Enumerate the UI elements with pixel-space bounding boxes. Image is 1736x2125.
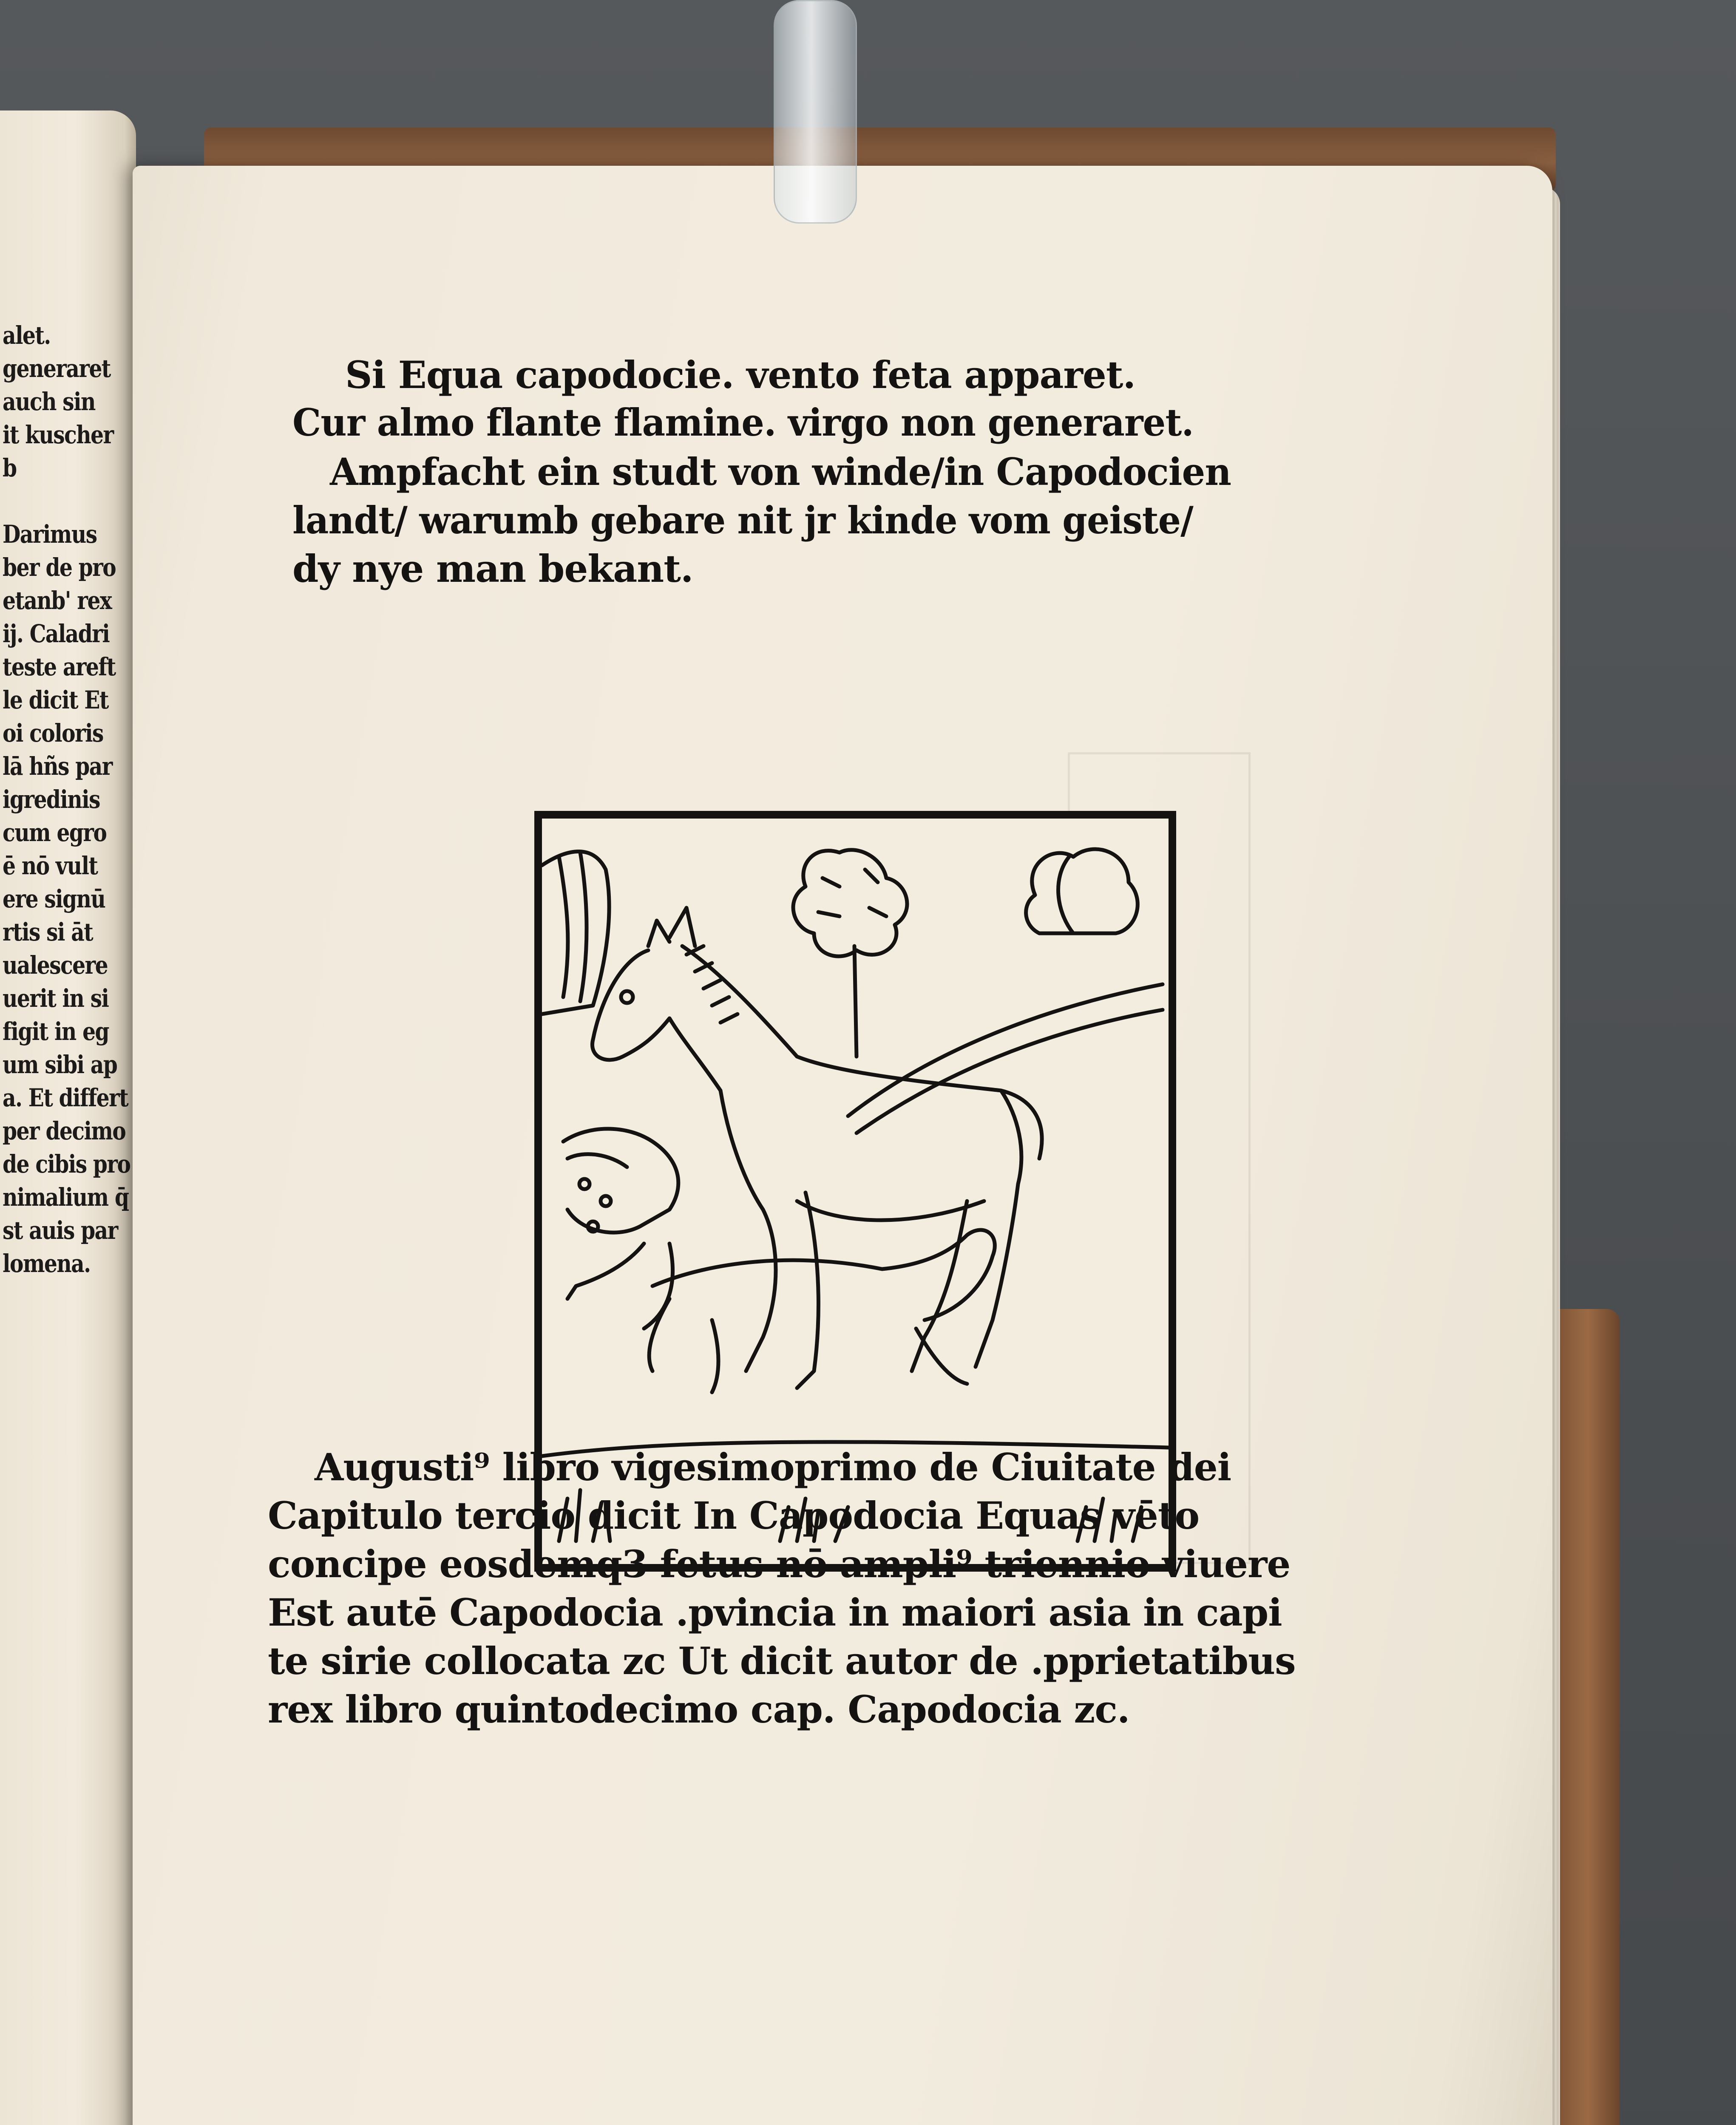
commentary-line: te sirie collocata zc Ut dicit autor de .pprietatibus	[268, 1639, 1296, 1683]
commentary-line: Capitulo tercio dicit In Capodocia Equas vēto	[268, 1493, 1200, 1538]
left-line	[3, 484, 130, 518]
left-line: ere signū	[3, 884, 105, 913]
verse-line: landt/ warumb gebare nit jr kinde vom geiste/	[292, 498, 1193, 542]
left-line: ij. Caladri	[3, 619, 110, 648]
left-line: um sibi ap	[3, 1050, 117, 1079]
left-page-text	[3, 319, 136, 1280]
verse-line: dy nye man bekant.	[292, 547, 693, 591]
commentary-line: Augusti⁹ libro vigesimoprimo de Ciuitate dei	[315, 1445, 1231, 1489]
verse-line: Cur almo flante flamine. virgo non generaret.	[292, 400, 1194, 445]
commentary-line: rex libro quintodecimo cap. Capodocia zc.	[268, 1687, 1130, 1731]
left-line: etanb' rex	[3, 586, 112, 615]
left-line: igredinis	[3, 785, 100, 814]
book-cover-right-edge	[1556, 1309, 1620, 2125]
left-line: auch sin	[3, 387, 95, 416]
right-page	[133, 166, 1552, 2125]
left-line: uerit in si	[3, 984, 109, 1013]
left-line: oi coloris	[3, 719, 103, 748]
left-page	[0, 110, 136, 2125]
left-line: de cibis pro	[3, 1150, 130, 1179]
commentary-line: concipe eosdemq3 fetus nō ampli⁹ triennio viuere	[268, 1542, 1291, 1586]
verse-line: Si Equa capodocie. vento feta apparet.	[345, 353, 1136, 397]
left-line: lā hñs par	[3, 752, 112, 781]
left-line: b	[3, 453, 17, 482]
left-line: st auis par	[3, 1216, 118, 1245]
left-line: Darimus	[3, 520, 97, 549]
left-line: le dicit Et	[3, 686, 108, 714]
left-line: per decimo	[3, 1116, 126, 1145]
verse-line: Ampfacht ein studt von winde/in Capodocien	[330, 450, 1231, 494]
left-line: figit in eg	[3, 1017, 109, 1046]
left-line: lomena.	[3, 1249, 91, 1278]
left-line: ber de pro	[3, 553, 116, 582]
left-line: teste areft	[3, 652, 116, 681]
top-page-clip	[774, 0, 857, 224]
left-line: it kuscher	[3, 420, 113, 449]
commentary-line: Est autē Capodocia .pvincia in maiori asia in capi	[268, 1590, 1282, 1635]
left-line: a. Et differt	[3, 1083, 128, 1112]
left-line: cum egro	[3, 818, 107, 847]
left-line: nimalium q̄	[3, 1183, 129, 1212]
left-line: alet.	[3, 321, 51, 350]
left-line: generaret	[3, 354, 111, 383]
left-line: ē nō vult	[3, 851, 98, 880]
left-line: ualescere	[3, 951, 108, 980]
left-line: rtis si āt	[3, 918, 93, 946]
